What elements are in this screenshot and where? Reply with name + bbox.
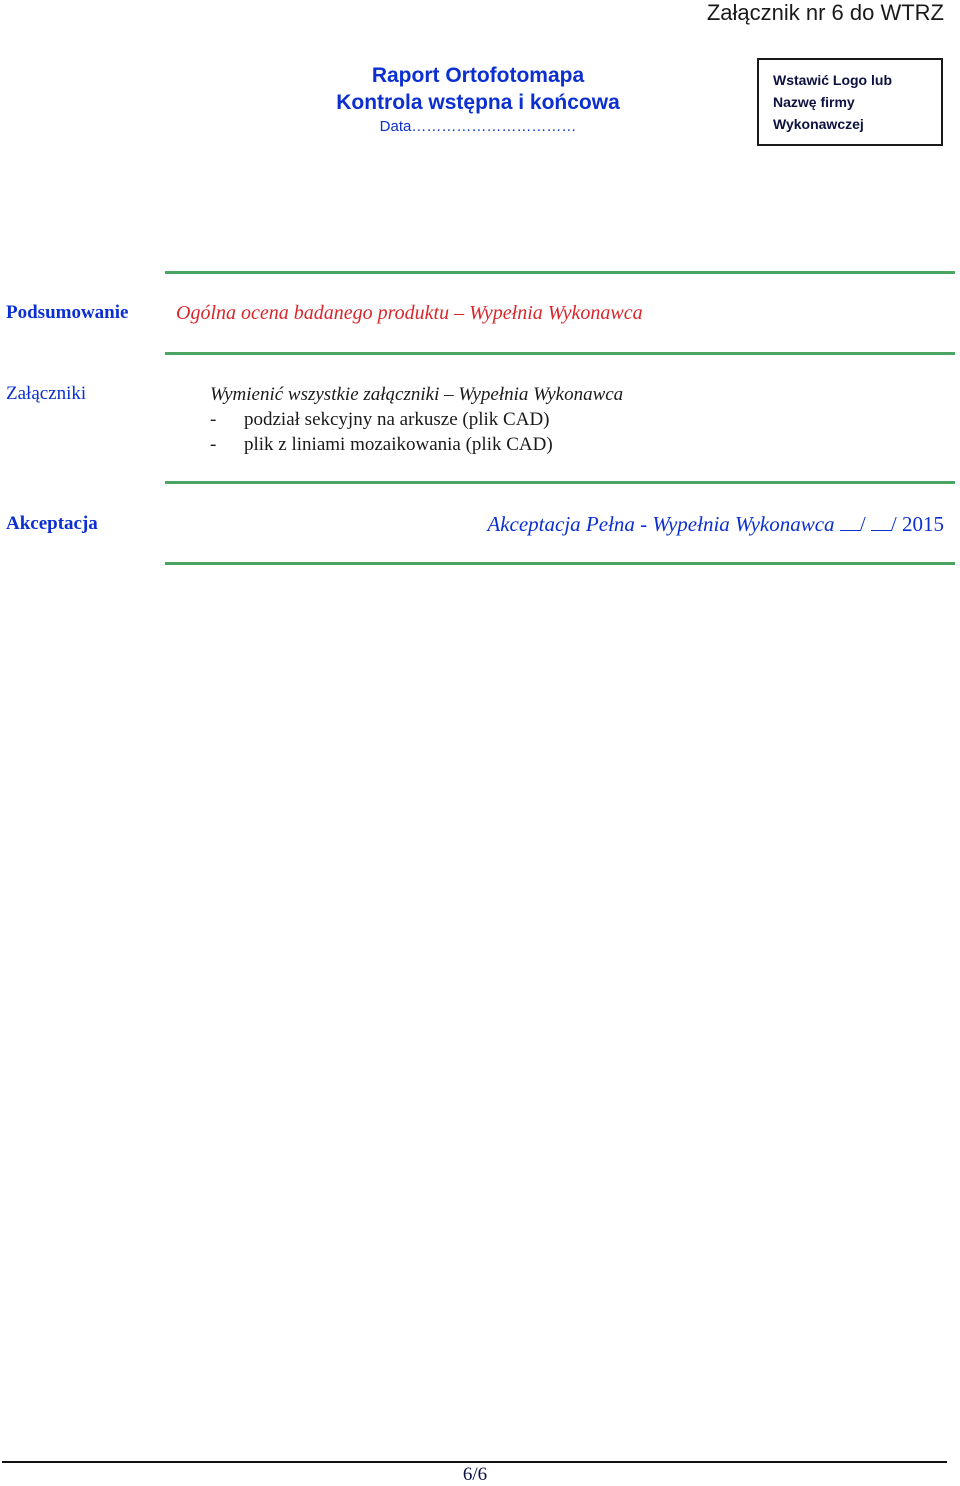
section-divider-attachments <box>165 481 955 484</box>
attachments-title: Wymienić wszystkie załączniki – Wypełnia Wykonawca <box>210 384 624 405</box>
attachment-bullet: - <box>210 409 217 430</box>
date-slash: / <box>890 512 897 536</box>
logo-line-2: Nazwę firmy <box>773 94 855 110</box>
report-subtitle: Kontrola wstępna i końcowa <box>336 91 620 114</box>
summary-label: Podsumowanie <box>6 302 129 323</box>
attachment-item <box>210 407 623 432</box>
acceptance-text: Akceptacja Pełna - Wypełnia Wykonawca <box>487 512 835 536</box>
logo-line-3: Wykonawczej <box>773 116 864 132</box>
report-date: Data…………………………… <box>379 118 577 135</box>
section-divider-bottom <box>165 562 955 565</box>
attachment-bullet: - <box>210 434 217 455</box>
acceptance-line <box>487 512 944 537</box>
month-blank[interactable] <box>871 512 891 531</box>
attachment-item-text: plik z liniami mozaikowania (plik CAD) <box>244 434 553 455</box>
footer-divider <box>2 1461 947 1463</box>
report-header <box>318 62 638 138</box>
acceptance-year: 2015 <box>902 512 944 536</box>
attachments-block <box>210 382 623 457</box>
annex-label: Załącznik nr 6 do WTRZ <box>706 0 944 25</box>
page-number: 6/6 <box>462 1464 488 1485</box>
attachment-item <box>210 432 623 457</box>
section-divider-top <box>165 271 955 274</box>
section-divider-summary <box>165 352 955 355</box>
report-title: Raport Ortofotomapa <box>371 64 585 87</box>
attachment-item-text: podział sekcyjny na arkusze (plik CAD) <box>244 409 550 430</box>
date-slash: / <box>859 512 866 536</box>
summary-text: Ogólna ocena badanego produktu – Wypełnia Wykonawca <box>176 302 643 324</box>
acceptance-label: Akceptacja <box>6 513 98 534</box>
logo-placeholder-box <box>757 58 943 146</box>
day-blank[interactable] <box>840 512 860 531</box>
logo-line-1: Wstawić Logo lub <box>773 72 892 88</box>
attachments-label: Załączniki <box>6 383 87 404</box>
